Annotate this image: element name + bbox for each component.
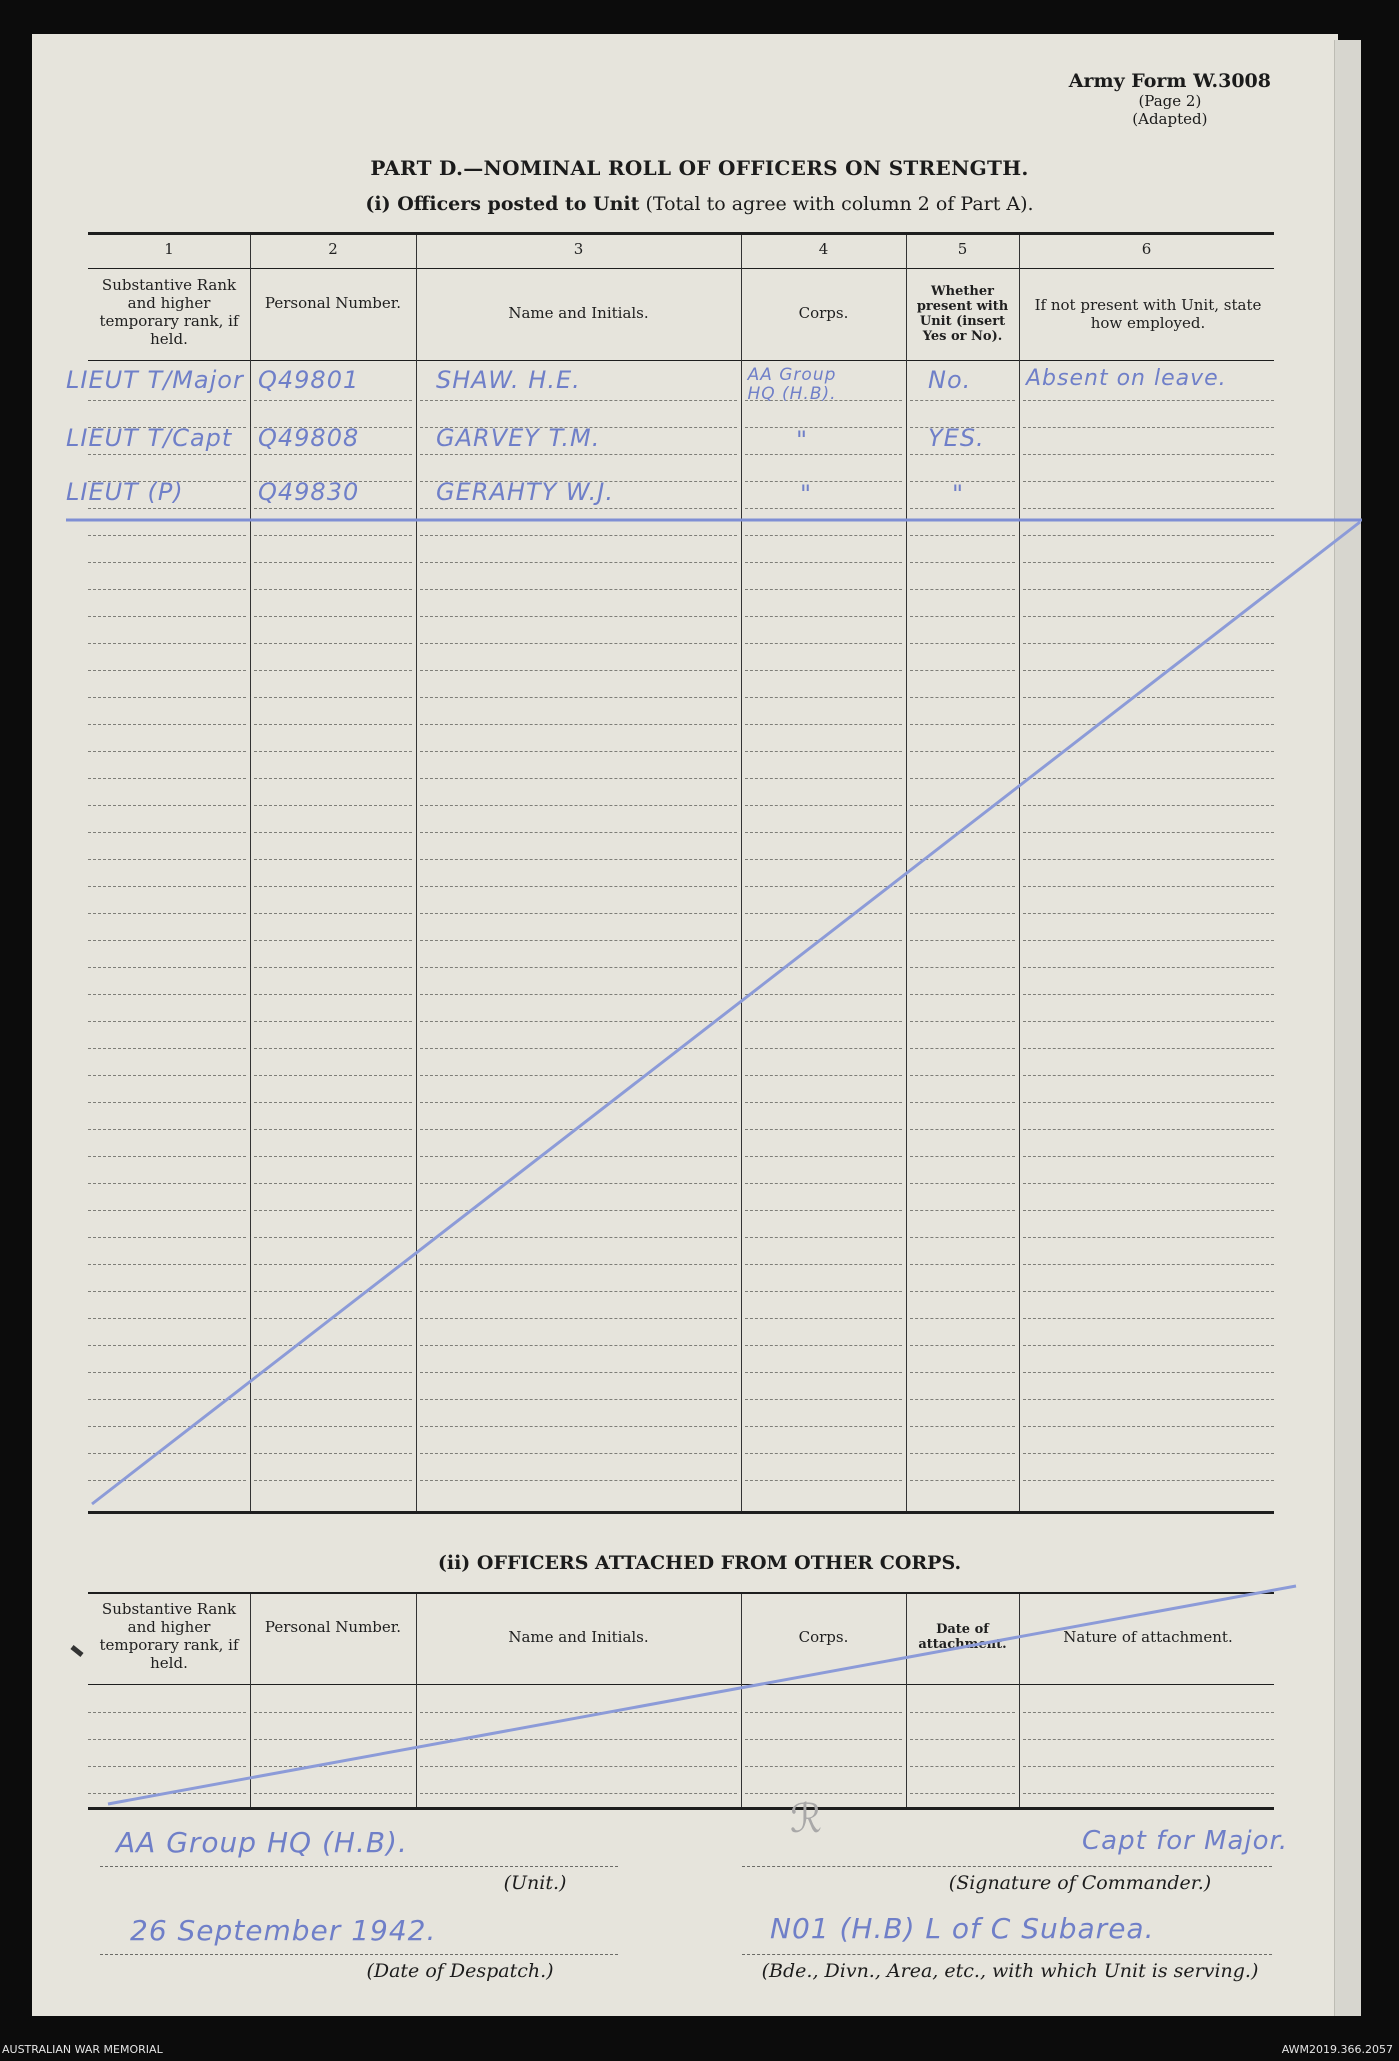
entry-rank: LIEUT (P) [66, 478, 184, 506]
att-header-personal-number: Personal Number. [264, 1618, 402, 1636]
date-line [100, 1954, 618, 1955]
part-title: PART D.—NOMINAL ROLL OF OFFICERS ON STRENGTH. [370, 156, 1029, 180]
att-header-date: Date of attachment. [918, 1622, 1007, 1652]
att-header-rank: Substantive Rank and higher temporary rank, if held. [99, 1600, 239, 1672]
entry-rank: LIEUT T/Capt [66, 424, 233, 452]
signature-mark: ℛ [790, 1796, 823, 1842]
entry-present: " [952, 480, 965, 508]
section-i-prefix: (i) Officers posted to Unit [365, 193, 640, 215]
entry-corps: " [796, 426, 809, 454]
unit-caption: (Unit.) [503, 1872, 567, 1894]
entry-corps: " [800, 480, 813, 508]
att-header-name: Name and Initials. [508, 1628, 649, 1646]
strike-diagonal-attached [108, 1586, 1296, 1804]
column-number: 5 [957, 240, 968, 258]
date-value: 26 September 1942. [130, 1914, 437, 1947]
signature-line [742, 1866, 1272, 1867]
form-number: Army Form W.3008 [1068, 70, 1271, 92]
column-number: 2 [328, 240, 338, 258]
header-personal-number: Personal Number. [264, 294, 402, 312]
unit-line [100, 1866, 618, 1867]
entry-number: Q49808 [258, 424, 360, 452]
entry-number: Q49801 [258, 366, 360, 394]
date-caption: (Date of Despatch.) [366, 1960, 554, 1982]
entry-name: SHAW. H.E. [436, 366, 581, 394]
column-number: 6 [1141, 240, 1152, 258]
entry-present: No. [928, 366, 972, 394]
footer-left: AUSTRALIAN WAR MEMORIAL [2, 2043, 163, 2056]
entry-name: GARVEY T.M. [436, 424, 601, 452]
section-ii-title: (ii) OFFICERS ATTACHED FROM OTHER CORPS. [437, 1552, 962, 1574]
column-number: 4 [818, 240, 829, 258]
formation-value: N01 (H.B) L of C Subarea. [770, 1912, 1155, 1945]
form-adapted: (Adapted) [1132, 110, 1208, 128]
header-name: Name and Initials. [508, 304, 649, 322]
header-corps: Corps. [798, 304, 849, 322]
entry-name: GERAHTY W.J. [436, 478, 614, 506]
formation-line [742, 1954, 1272, 1955]
footer-right: AWM2019.366.2057 [1281, 2043, 1393, 2056]
signature-value: Capt for Major. [1082, 1826, 1289, 1856]
entry-corps: AA Group HQ (H.B). [747, 365, 837, 404]
entry-rank: LIEUT T/Major [66, 366, 244, 394]
entry-employed: Absent on leave. [1026, 366, 1227, 391]
entry-present: YES. [928, 424, 985, 452]
form-page: (Page 2) [1138, 92, 1202, 110]
formation-caption: (Bde., Divn., Area, etc., with which Unit is serving.) [761, 1960, 1259, 1982]
unit-value: AA Group HQ (H.B). [116, 1826, 408, 1859]
signature-caption: (Signature of Commander.) [948, 1872, 1212, 1894]
header-rank: Substantive Rank and higher temporary rank, if held. [99, 276, 239, 348]
entry-number: Q49830 [258, 478, 360, 506]
section-i-suffix: (Total to agree with column 2 of Part A). [645, 193, 1034, 215]
header-employed: If not present with Unit, state how employed. [1034, 296, 1262, 332]
column-number: 1 [164, 240, 174, 258]
header-present: Whether present with Unit (insert Yes or No). [916, 284, 1009, 344]
column-number: 3 [573, 240, 584, 258]
punch-mark [72, 1647, 82, 1655]
strike-diagonal [92, 522, 1360, 1504]
att-header-corps: Corps. [798, 1628, 849, 1646]
att-header-nature: Nature of attachment. [1063, 1628, 1233, 1646]
